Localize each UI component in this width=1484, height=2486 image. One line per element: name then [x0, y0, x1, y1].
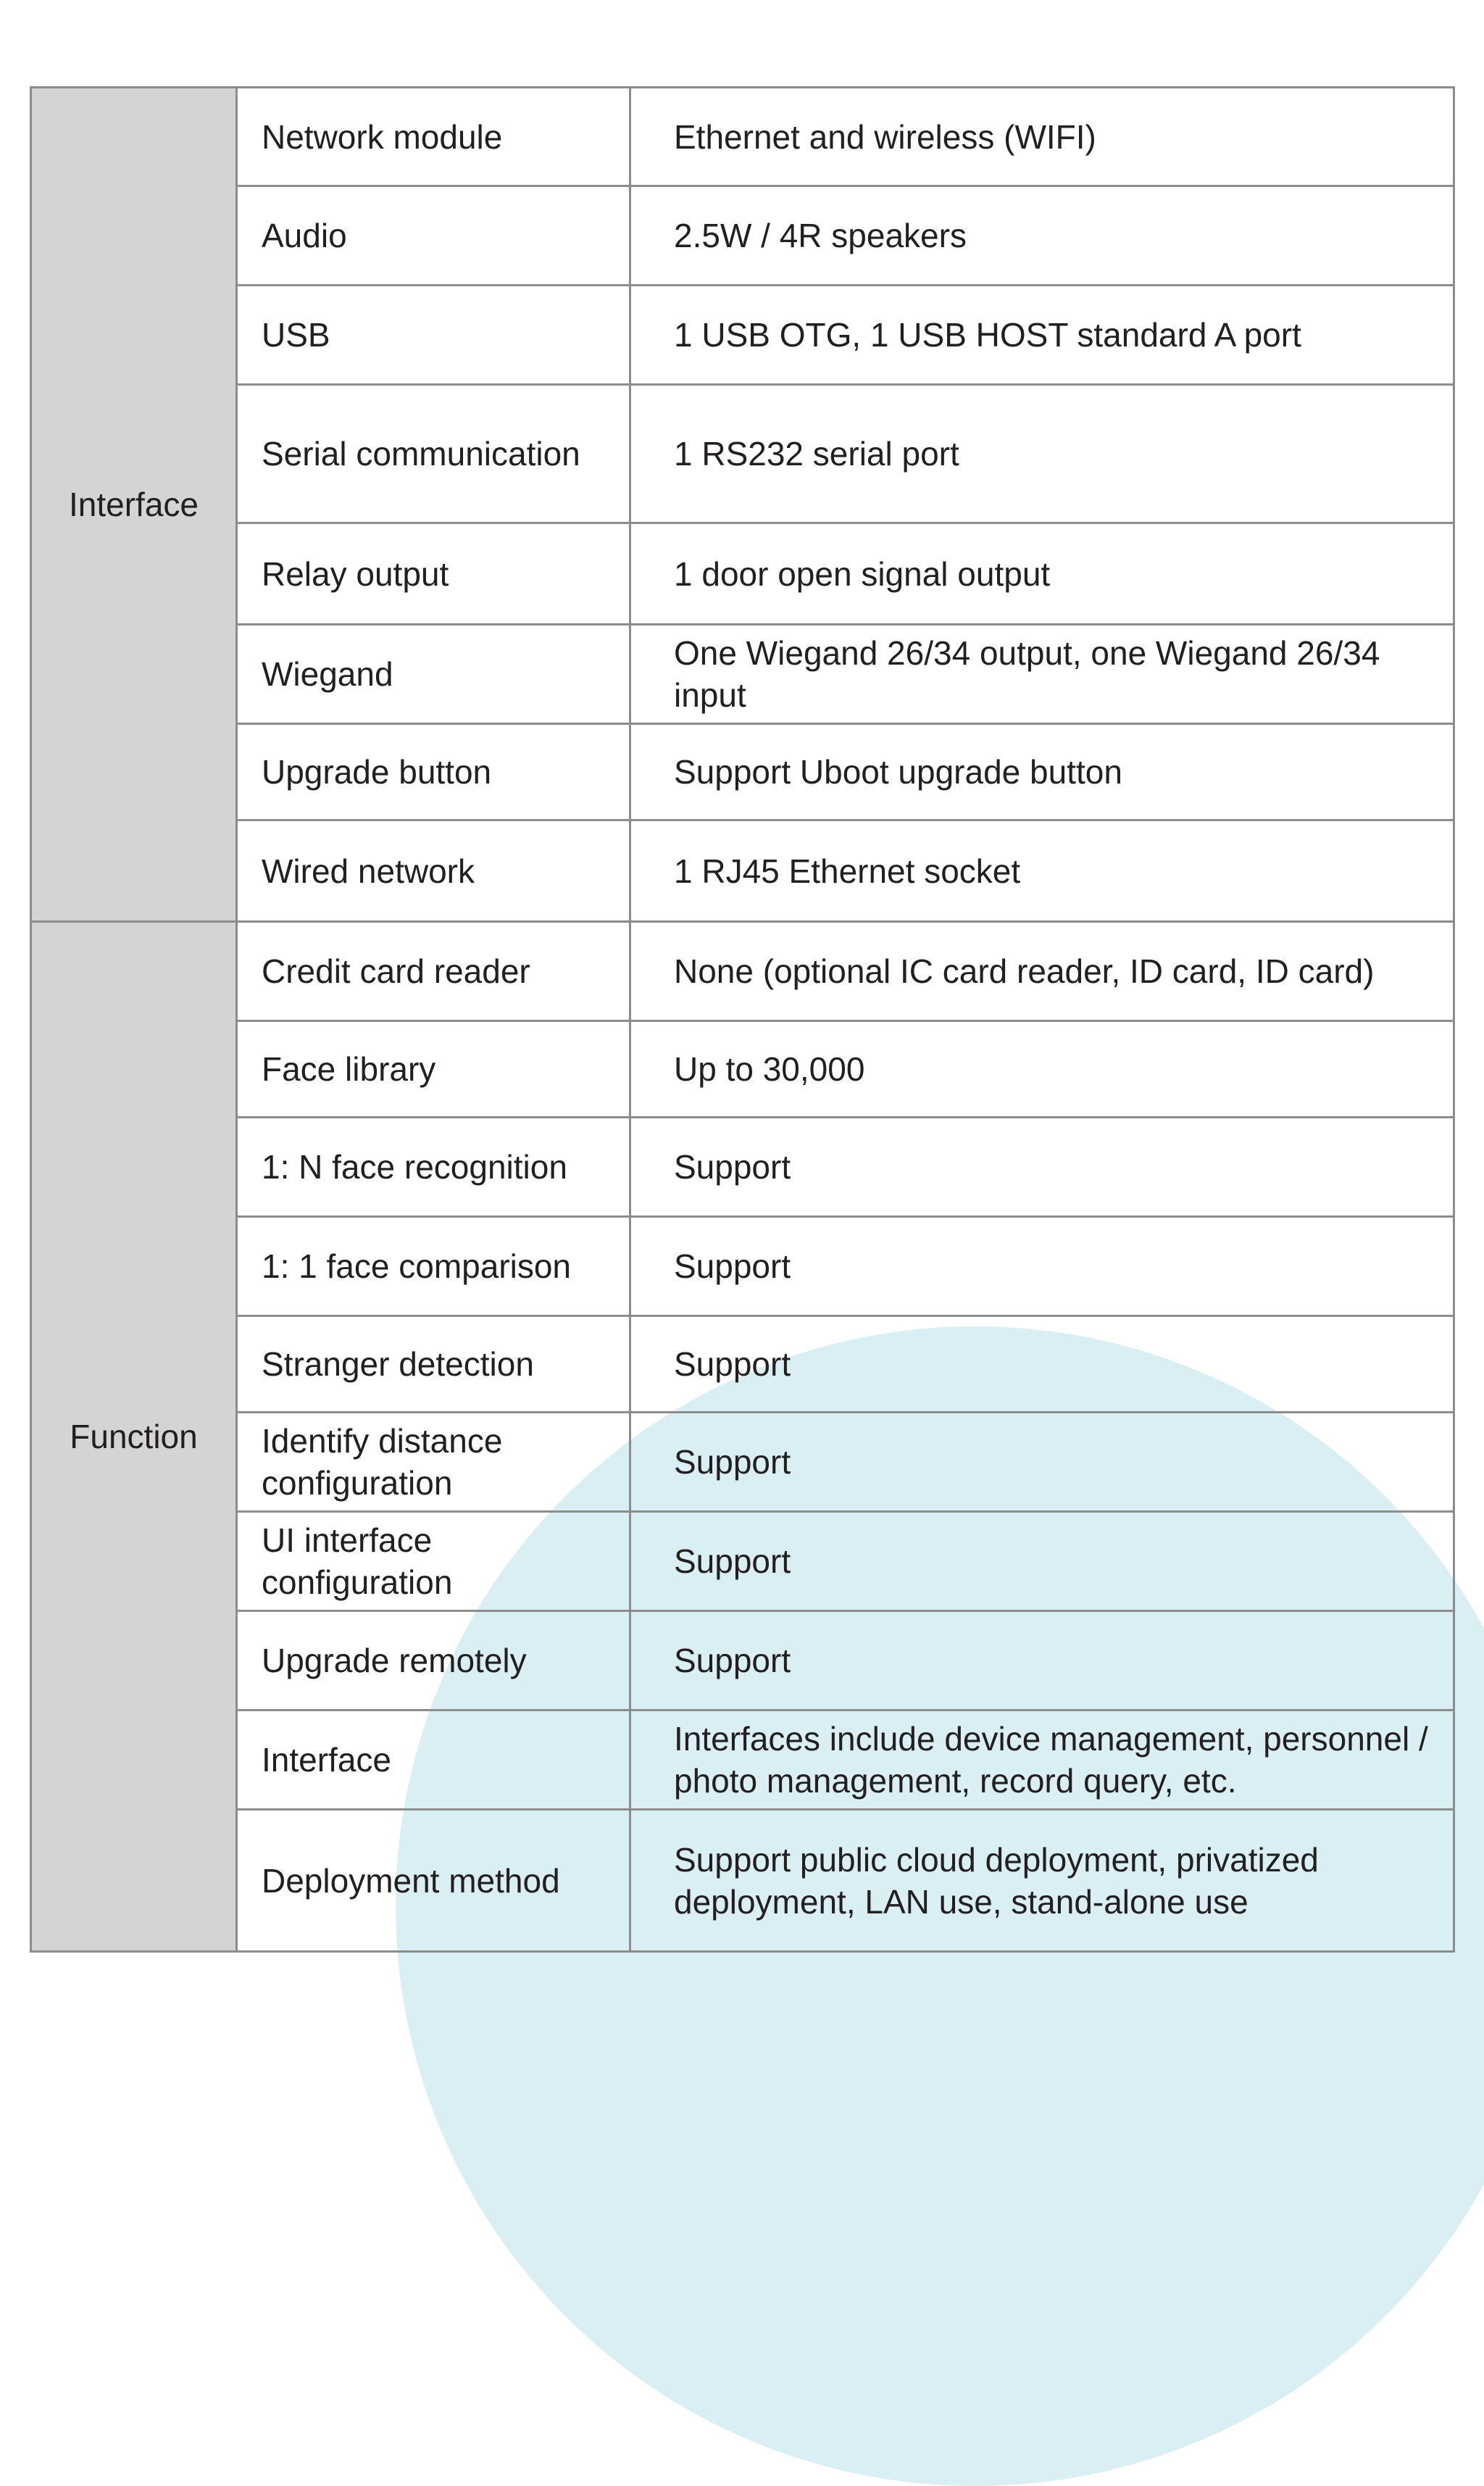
value-cell: 1 RJ45 Ethernet socket — [630, 820, 1454, 922]
value-cell: Support — [630, 1611, 1454, 1710]
spec-table — [30, 86, 1455, 1953]
feature-cell: Relay output — [237, 523, 630, 625]
table-row — [31, 922, 1454, 1021]
value-cell: 2.5W / 4R speakers — [630, 186, 1454, 286]
value-cell: Support — [630, 1217, 1454, 1316]
table-row — [31, 186, 1454, 286]
table-row — [31, 1611, 1454, 1710]
feature-cell: Network module — [237, 88, 630, 186]
feature-cell: Wiegand — [237, 625, 630, 724]
table-row — [31, 820, 1454, 922]
feature-cell: UI interface configuration — [237, 1512, 630, 1611]
value-cell: 1 RS232 serial port — [630, 385, 1454, 523]
value-cell: Support — [630, 1413, 1454, 1512]
feature-cell: Stranger detection — [237, 1316, 630, 1413]
table-row — [31, 1710, 1454, 1810]
table-row — [31, 625, 1454, 724]
feature-cell: Upgrade remotely — [237, 1611, 630, 1710]
feature-cell: Deployment method — [237, 1810, 630, 1952]
feature-cell: Serial communication — [237, 385, 630, 523]
value-cell: Support — [630, 1118, 1454, 1217]
value-cell: Support — [630, 1316, 1454, 1413]
table-row — [31, 1413, 1454, 1512]
value-cell: Support public cloud deployment, privatized deployment, LAN use, stand-alone use — [630, 1810, 1454, 1952]
table-row — [31, 88, 1454, 186]
table-row — [31, 385, 1454, 523]
table-row — [31, 286, 1454, 385]
table-row — [31, 1512, 1454, 1611]
value-cell: None (optional IC card reader, ID card, ID card) — [630, 922, 1454, 1021]
table-row — [31, 523, 1454, 625]
value-cell: One Wiegand 26/34 output, one Wiegand 26/34 input — [630, 625, 1454, 724]
value-cell: 1 door open signal output — [630, 523, 1454, 625]
feature-cell: Upgrade button — [237, 724, 630, 820]
feature-cell: USB — [237, 286, 630, 385]
feature-cell: Audio — [237, 186, 630, 286]
feature-cell: Wired network — [237, 820, 630, 922]
value-cell: Ethernet and wireless (WIFI) — [630, 88, 1454, 186]
feature-cell: 1: N face recognition — [237, 1118, 630, 1217]
value-cell: Up to 30,000 — [630, 1021, 1454, 1118]
category-cell-interface: Interface — [31, 88, 237, 922]
table-row — [31, 1217, 1454, 1316]
table-row — [31, 1118, 1454, 1217]
feature-cell: Identify distance configuration — [237, 1413, 630, 1512]
table-row — [31, 1021, 1454, 1118]
table-row — [31, 1316, 1454, 1413]
feature-cell: Face library — [237, 1021, 630, 1118]
table-row — [31, 1810, 1454, 1952]
feature-cell: Interface — [237, 1710, 630, 1810]
value-cell: Support Uboot upgrade button — [630, 724, 1454, 820]
category-cell-function: Function — [31, 922, 237, 1952]
feature-cell: Credit card reader — [237, 922, 630, 1021]
value-cell: Interfaces include device management, personnel / photo management, record query, etc. — [630, 1710, 1454, 1810]
value-cell: Support — [630, 1512, 1454, 1611]
feature-cell: 1: 1 face comparison — [237, 1217, 630, 1316]
table-row — [31, 724, 1454, 820]
value-cell: 1 USB OTG, 1 USB HOST standard A port — [630, 286, 1454, 385]
